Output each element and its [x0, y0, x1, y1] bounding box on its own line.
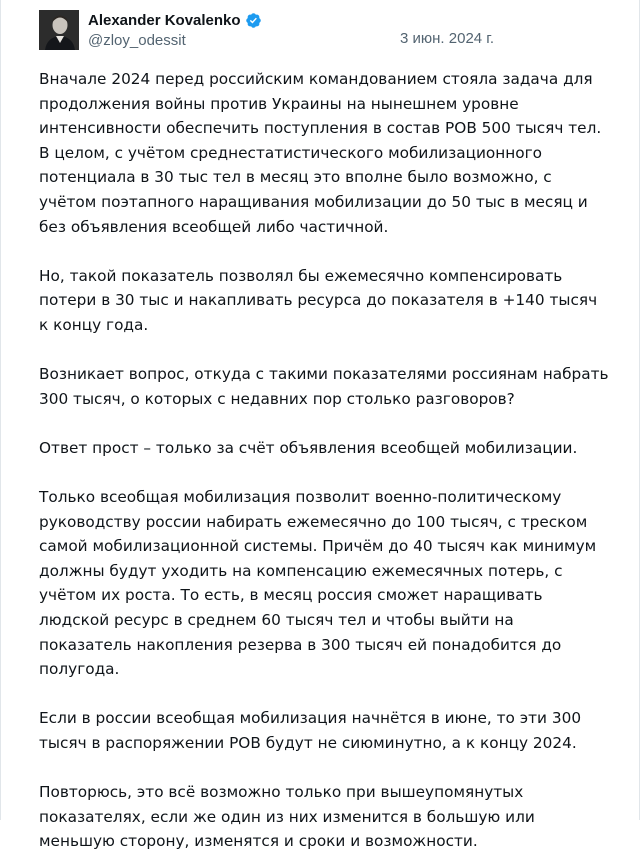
author-name[interactable]: Alexander Kovalenko [88, 11, 241, 29]
verified-badge-icon [245, 12, 262, 29]
post-paragraph: Если в россии всеобщая мобилизация начнётся в июне, то эти 300 тысяч в распоряжении РОВ будут не сиюминутно, а к концу 2024. [39, 709, 582, 753]
author-block [88, 10, 262, 49]
post-paragraph: Только всеобщая мобилизация позволит военно-политическому руководству россии набирать ежемесячно до 100 тысяч, с треском самой мобилизационной системы. Причём до 40 тысяч как минимум должны будут уходить на компенсацию ежемесячных потерь, с учётом их роста. То есть, в месяц россия сможет наращивать людской ресурс в среднем 60 тысяч тел и чтобы выйти на показатель накопления резерва в 300 тысяч ей понадобится до полугода. [39, 488, 597, 679]
post-paragraph: Повторюсь, это всё возможно только при вышеупомянутых показателях, если же один из них изменится в большую или меньшую сторону, изменятся и сроки и возможности. [39, 783, 535, 851]
author-handle[interactable]: @zloy_odessit [88, 32, 186, 49]
post-date[interactable]: 3 июн. 2024 г. [400, 30, 495, 47]
post-paragraph: Но, такой показатель позволял бы ежемесячно компенсировать потери в 30 тыс и накапливать ресурса до показателя в +140 тысяч к концу года. [39, 266, 598, 334]
post-paragraph: Ответ прост – только за счёт объявления всеобщей мобилизации. [39, 438, 578, 457]
avatar[interactable] [39, 10, 79, 50]
post-paragraph: Вначале 2024 перед российским командованием стояла задача для продолжения войны против Украины на нынешнем уровне интенсивности обеспечить поступления в состав РОВ 500 тысяч тел. В целом, с учётом среднестатистического мобилизационного потенциала в 30 тыс тел в месяц это вполне было возможно, с учётом поэтапного наращивания мобилизации до 50 тыс в месяц и без объявления всеобщей либо частичной. [39, 70, 602, 236]
post-text [39, 67, 609, 854]
post-header [39, 10, 609, 52]
post-paragraph: Возникает вопрос, откуда с такими показателями россиянам набрать 300 тысяч, о которых с недавних пор столько разговоров? [39, 365, 609, 408]
avatar-image [39, 10, 79, 50]
